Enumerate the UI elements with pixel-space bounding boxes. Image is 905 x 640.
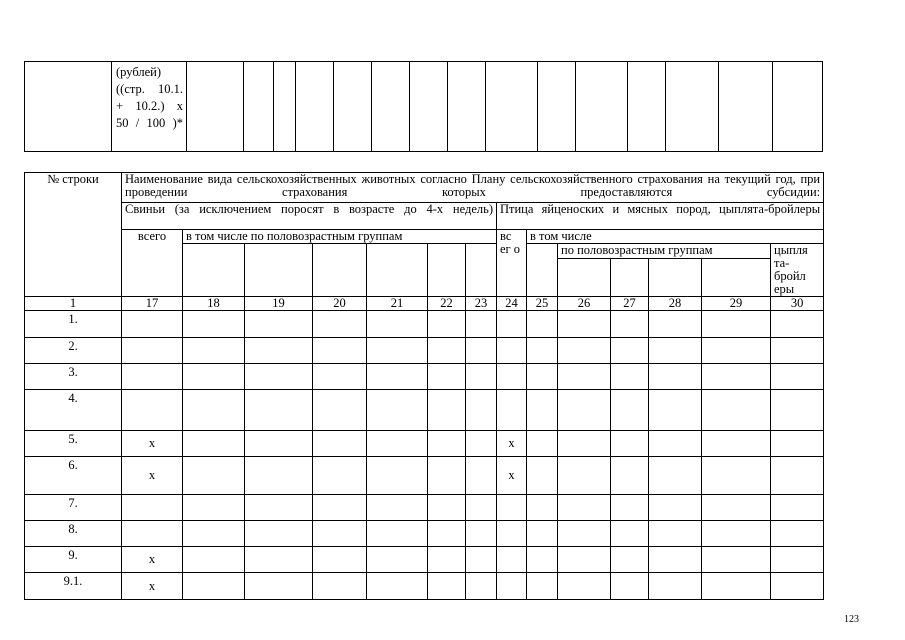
row-label: 7. — [25, 495, 122, 521]
header-empty — [428, 244, 466, 297]
table-cell — [428, 547, 466, 573]
table-cell — [558, 390, 611, 431]
cell-col-24 — [497, 547, 527, 573]
table-cell — [428, 431, 466, 457]
table-cell — [611, 547, 649, 573]
table-cell — [527, 431, 558, 457]
table-cell — [527, 521, 558, 547]
cell-col-17 — [122, 521, 183, 547]
table-cell — [611, 495, 649, 521]
table-cell — [183, 547, 245, 573]
top-cell — [334, 62, 372, 152]
table-cell — [611, 431, 649, 457]
table-cell — [245, 495, 313, 521]
column-number: 21 — [367, 297, 428, 311]
table-cell — [771, 390, 824, 431]
column-number: 27 — [611, 297, 649, 311]
table-cell — [649, 311, 702, 338]
table-cell — [428, 495, 466, 521]
table-cell — [771, 547, 824, 573]
table-cell — [649, 390, 702, 431]
table-cell — [428, 521, 466, 547]
header-empty — [611, 258, 649, 296]
table-cell — [428, 390, 466, 431]
column-number: 28 — [649, 297, 702, 311]
table-cell — [313, 431, 367, 457]
table-cell — [245, 390, 313, 431]
cell-col-24 — [497, 495, 527, 521]
table-cell — [771, 364, 824, 390]
cell-col-24 — [497, 573, 527, 600]
table-cell — [527, 390, 558, 431]
column-number: 23 — [466, 297, 497, 311]
header-empty — [527, 244, 558, 297]
formula-line: 50 / 100 )* — [116, 116, 183, 130]
top-cell — [25, 62, 112, 152]
column-number: 19 — [245, 297, 313, 311]
table-cell — [428, 364, 466, 390]
top-cell — [187, 62, 244, 152]
row-label: 1. — [25, 311, 122, 338]
table-cell — [771, 495, 824, 521]
cell-col-17 — [122, 390, 183, 431]
row-label: 4. — [25, 390, 122, 431]
header-row-number: № строки — [25, 173, 122, 297]
table-cell — [245, 547, 313, 573]
table-cell — [466, 521, 497, 547]
table-cell — [611, 338, 649, 364]
header-pigs-age-groups: в том числе по половозрастным группам — [183, 230, 497, 244]
top-cell — [372, 62, 410, 152]
top-cell — [538, 62, 576, 152]
page-number: 123 — [844, 614, 859, 625]
column-number: 26 — [558, 297, 611, 311]
table-cell — [558, 547, 611, 573]
table-cell — [527, 457, 558, 495]
table-row — [25, 547, 824, 573]
table-cell — [611, 457, 649, 495]
table-cell — [527, 311, 558, 338]
table-cell — [245, 457, 313, 495]
table-cell — [183, 338, 245, 364]
column-number: 18 — [183, 297, 245, 311]
column-number: 29 — [702, 297, 771, 311]
table-cell — [527, 495, 558, 521]
cell-col-24: х — [497, 457, 527, 495]
formula-line: + 10.2.) х — [116, 99, 183, 113]
table-cell — [558, 573, 611, 600]
table-cell — [558, 521, 611, 547]
table-cell — [558, 338, 611, 364]
cell-col-17 — [122, 364, 183, 390]
table-cell — [245, 431, 313, 457]
cell-col-24 — [497, 364, 527, 390]
header-empty — [245, 244, 313, 297]
table-cell — [313, 457, 367, 495]
cell-col-17 — [122, 311, 183, 338]
cell-col-17 — [122, 495, 183, 521]
cell-col-17: х — [122, 547, 183, 573]
top-cell — [576, 62, 628, 152]
cell-col-24: х — [497, 431, 527, 457]
table-cell — [558, 431, 611, 457]
table-cell — [367, 311, 428, 338]
table-row — [25, 390, 824, 431]
header-pigs-total: всего — [122, 230, 183, 297]
table-cell — [611, 364, 649, 390]
cell-col-17: х — [122, 431, 183, 457]
header-pigs: Свиньи (за исключением поросят в возрасте до 4-х недель) — [122, 203, 497, 230]
cell-col-24 — [497, 338, 527, 364]
table-row — [25, 573, 824, 600]
subsidy-table — [24, 172, 824, 600]
row-label: 2. — [25, 338, 122, 364]
table-cell — [367, 521, 428, 547]
table-cell — [702, 547, 771, 573]
top-cell — [486, 62, 538, 152]
table-cell — [702, 573, 771, 600]
table-cell — [367, 495, 428, 521]
table-cell — [771, 573, 824, 600]
table-cell — [313, 390, 367, 431]
cell-col-24 — [497, 521, 527, 547]
header-species-title: Наименование вида сельскохозяйственных животных согласно Плану сельскохозяйственного страхования на текущий год, при проведении страхования которых предоставляются субсидии: — [122, 173, 824, 203]
column-number: 22 — [428, 297, 466, 311]
cell-col-24 — [497, 390, 527, 431]
table-cell — [771, 311, 824, 338]
header-broiler-chicks: цыпля та- бройл еры — [771, 244, 824, 297]
table-cell — [183, 311, 245, 338]
table-cell — [183, 521, 245, 547]
table-cell — [558, 364, 611, 390]
table-cell — [649, 521, 702, 547]
table-cell — [527, 364, 558, 390]
table-cell — [313, 338, 367, 364]
top-cell — [244, 62, 274, 152]
table-cell — [649, 573, 702, 600]
table-row — [25, 311, 824, 338]
row-label: 9. — [25, 547, 122, 573]
table-cell — [771, 431, 824, 457]
header-poultry: Птица яйценоских и мясных пород, цыплята-бройлеры — [497, 203, 824, 230]
table-cell — [527, 338, 558, 364]
formula-line: ((стр. 10.1. — [116, 82, 183, 96]
table-cell — [649, 364, 702, 390]
column-number-row — [25, 297, 824, 311]
table-cell — [466, 547, 497, 573]
header-poultry-incl: в том числе — [527, 230, 824, 244]
table-cell — [183, 457, 245, 495]
table-cell — [702, 431, 771, 457]
table-cell — [702, 457, 771, 495]
table-cell — [771, 521, 824, 547]
table-cell — [558, 457, 611, 495]
column-number: 25 — [527, 297, 558, 311]
table-cell — [702, 311, 771, 338]
table-cell — [313, 364, 367, 390]
column-number: 20 — [313, 297, 367, 311]
table-cell — [702, 338, 771, 364]
header-empty — [367, 244, 428, 297]
top-cell — [296, 62, 334, 152]
table-cell — [183, 495, 245, 521]
table-cell — [611, 521, 649, 547]
table-cell — [313, 521, 367, 547]
header-empty — [558, 258, 611, 296]
column-number: 24 — [497, 297, 527, 311]
row-label: 3. — [25, 364, 122, 390]
table-cell — [313, 573, 367, 600]
cell-col-17: х — [122, 457, 183, 495]
table-cell — [649, 338, 702, 364]
table-cell — [649, 431, 702, 457]
top-cell — [666, 62, 719, 152]
table-cell — [245, 338, 313, 364]
cell-col-24 — [497, 311, 527, 338]
formula-cell — [112, 62, 187, 152]
table-cell — [367, 547, 428, 573]
table-cell — [313, 547, 367, 573]
table-row — [25, 338, 824, 364]
table-cell — [702, 364, 771, 390]
table-cell — [649, 495, 702, 521]
table-cell — [702, 495, 771, 521]
header-empty — [649, 258, 702, 296]
top-cell — [448, 62, 486, 152]
table-row — [25, 364, 824, 390]
table-cell — [466, 431, 497, 457]
table-cell — [245, 521, 313, 547]
table-cell — [313, 311, 367, 338]
cell-col-17 — [122, 338, 183, 364]
top-cell — [628, 62, 666, 152]
column-number: 1 — [25, 297, 122, 311]
header-empty — [313, 244, 367, 297]
column-number: 17 — [122, 297, 183, 311]
header-empty — [183, 244, 245, 297]
table-cell — [649, 547, 702, 573]
top-cell — [274, 62, 296, 152]
top-cell — [719, 62, 773, 152]
table-cell — [466, 495, 497, 521]
table-cell — [183, 390, 245, 431]
table-row — [25, 495, 824, 521]
table-cell — [611, 390, 649, 431]
table-cell — [367, 390, 428, 431]
table-cell — [245, 573, 313, 600]
table-cell — [466, 573, 497, 600]
table-cell — [183, 364, 245, 390]
table-cell — [466, 390, 497, 431]
top-cell — [410, 62, 448, 152]
table-cell — [245, 311, 313, 338]
table-cell — [367, 573, 428, 600]
table-cell — [466, 338, 497, 364]
table-cell — [702, 390, 771, 431]
table-cell — [313, 495, 367, 521]
table-cell — [558, 311, 611, 338]
table-cell — [611, 311, 649, 338]
table-cell — [367, 338, 428, 364]
row-label: 9.1. — [25, 573, 122, 600]
table-cell — [702, 521, 771, 547]
table-cell — [367, 431, 428, 457]
row-label: 8. — [25, 521, 122, 547]
table-cell — [183, 573, 245, 600]
table-cell — [183, 431, 245, 457]
row-label: 6. — [25, 457, 122, 495]
table-row — [25, 521, 824, 547]
table-cell — [771, 338, 824, 364]
table-cell — [466, 457, 497, 495]
header-poultry-age-groups: по половозрастным группам — [558, 244, 771, 259]
table-cell — [428, 457, 466, 495]
table-cell — [527, 573, 558, 600]
table-cell — [428, 338, 466, 364]
cell-col-17: х — [122, 573, 183, 600]
table-cell — [649, 457, 702, 495]
table-cell — [245, 364, 313, 390]
formula-line: (рублей) — [116, 65, 162, 79]
top-table-fragment — [24, 61, 823, 152]
table-row — [25, 457, 824, 495]
table-cell — [466, 364, 497, 390]
table-cell — [428, 311, 466, 338]
top-cell — [773, 62, 823, 152]
table-row — [25, 431, 824, 457]
table-cell — [367, 457, 428, 495]
table-cell — [428, 573, 466, 600]
column-number: 30 — [771, 297, 824, 311]
table-cell — [466, 311, 497, 338]
header-poultry-total: вс ег о — [497, 230, 527, 297]
table-cell — [771, 457, 824, 495]
header-empty — [702, 258, 771, 296]
table-cell — [367, 364, 428, 390]
table-cell — [558, 495, 611, 521]
table-cell — [611, 573, 649, 600]
row-label: 5. — [25, 431, 122, 457]
table-cell — [527, 547, 558, 573]
header-empty — [466, 244, 497, 297]
